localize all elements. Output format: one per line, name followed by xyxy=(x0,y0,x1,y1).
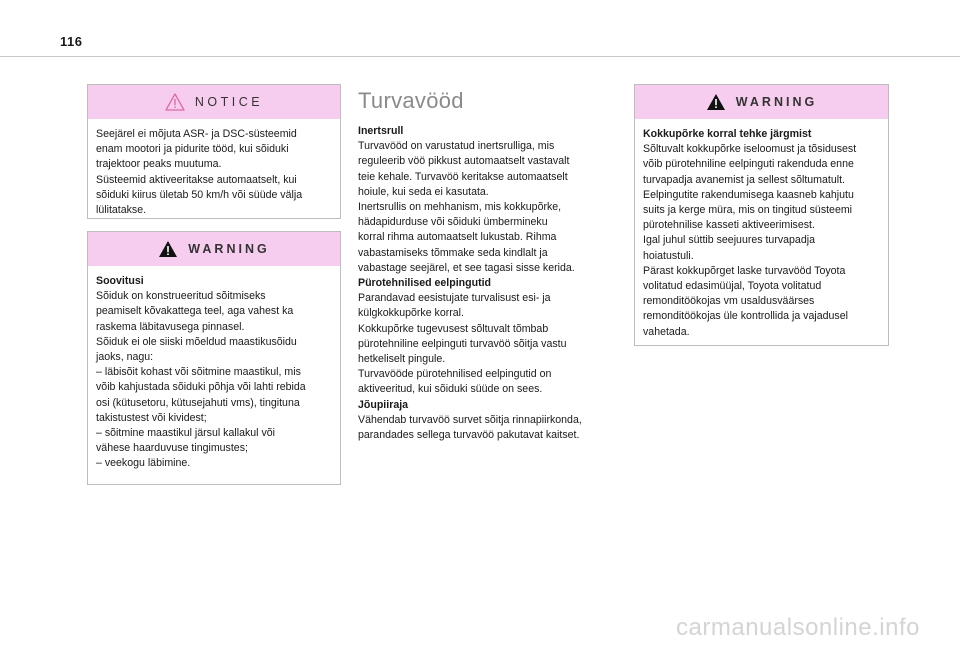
notice-triangle-icon xyxy=(165,93,185,111)
top-divider xyxy=(0,56,960,57)
notice-header xyxy=(88,85,340,119)
text-line: lülitatakse. xyxy=(96,204,147,217)
text-line: Turvavööd on varustatud inertsrulliga, mis xyxy=(358,140,555,153)
text-line: – veekogu läbimine. xyxy=(96,457,191,470)
text-line: Turvavööde pürotehnilised eelpingutid on xyxy=(358,368,552,381)
text-line: Sõiduk ei ole siiski mõeldud maastikusõidu xyxy=(96,335,297,348)
text-line: Seejärel ei mõjuta ASR- ja DSC-süsteemid xyxy=(96,128,297,140)
text-line: Süsteemid aktiveeritakse automaatselt, kui xyxy=(96,173,297,186)
text-line: raskema läbitavusega pinnasel. xyxy=(96,320,245,333)
text-line: vähese haarduvuse tingimustes; xyxy=(96,442,248,455)
warning-triangle-icon xyxy=(706,93,726,111)
warning-label: WARNING xyxy=(735,95,818,109)
text-line: jaoks, nagu: xyxy=(96,351,154,364)
text-line: pürotehniline eelpinguti turvavöö sõitja vastu xyxy=(358,337,567,350)
text-line: turvapadja avanemist ja sellest sõltumatult. xyxy=(643,173,845,186)
subheading-pretensioners: Pürotehnilised eelpingutid xyxy=(358,277,492,290)
subheading-force-limiter: Jõupiiraja xyxy=(358,398,409,411)
text-line: trajektoor peaks muutuma. xyxy=(96,158,222,171)
page-number: 116 xyxy=(60,34,83,49)
warning-label: WARNING xyxy=(188,242,270,256)
text-line: võib pürotehniline eelpinguti rakenduda enne xyxy=(643,158,854,171)
notice-text xyxy=(88,119,340,228)
text-line: hoiatustuli. xyxy=(643,249,694,262)
warning-header-left xyxy=(88,232,340,266)
text-line: hoiule, kui seda ei kasutata. xyxy=(358,185,489,198)
text-line: Pärast kokkupõrget laske turvavööd Toyota xyxy=(643,264,846,277)
warning-heading: Kokkupõrke korral tehke järgmist xyxy=(643,128,812,140)
text-line: hetkeliselt pingule. xyxy=(358,353,446,366)
text-line: aktiveeritud, kui sõiduki süüde on sees. xyxy=(358,383,543,396)
text-line: Sõltuvalt kokkupõrke iseloomust ja tõsidusest xyxy=(643,143,857,156)
text-line: Inertsrullis on mehhanism, mis kokkupõrke, xyxy=(358,201,562,214)
text-line: remonditöökojas üle kontrollida ja vajadusel xyxy=(643,310,848,323)
text-line: pürotehnilise kasseti aktiveerimisest. xyxy=(643,219,815,232)
text-line: võib kahjustada sõiduki põhja või lahti rebida xyxy=(96,381,306,394)
text-line: Igal juhul süttib seejuures turvapadja xyxy=(643,234,815,247)
text-line: volitatud edasimüüjal, Toyota volitatud xyxy=(643,280,822,293)
text-line: sõiduki kiirus ületab 50 km/h või süüde välja xyxy=(96,188,303,201)
warning-header-right xyxy=(635,85,888,119)
text-line: reguleerib vöö pikkust automaatselt vastavalt xyxy=(358,155,570,168)
notice-box xyxy=(87,84,341,219)
text-line: osi (kütusetoru, kütusejahuti vms), tingituna xyxy=(96,396,300,409)
text-line: Parandavad eesistujate turvalisust esi- ja xyxy=(358,292,551,305)
warning-box-right xyxy=(634,84,889,346)
seatbelts-body xyxy=(358,124,620,443)
text-line: külgkokkupõrke korral. xyxy=(358,307,464,320)
text-line: Eelpingutite rakendumisega kaasneb kahjutu xyxy=(643,188,854,201)
warning-box-left xyxy=(87,231,341,485)
warning-triangle-icon xyxy=(158,240,178,258)
text-line: – sõitmine maastikul järsul kallakul või xyxy=(96,427,275,440)
text-line: vabastamiseks tõmmake seda kindlalt ja xyxy=(358,246,548,259)
warning-heading: Soovitusi xyxy=(96,275,144,287)
text-line: Sõiduk on konstrueeritud sõitmiseks xyxy=(96,290,266,303)
warning-text-left xyxy=(88,266,340,482)
text-line: parandades sellega turvavöö pakutavat kaitset. xyxy=(358,429,580,442)
text-line: enam mootori ja pidurite tööd, kui sõiduki xyxy=(96,143,289,156)
text-line: vabastage seejärel, et see tagasi sisse kerida. xyxy=(358,261,575,274)
notice-label: NOTICE xyxy=(194,95,264,109)
text-line: remonditöökojas vm usaldusväärses xyxy=(643,295,815,308)
text-line: vahetada. xyxy=(643,325,690,338)
text-line: Kokkupõrke tugevusest sõltuvalt tõmbab xyxy=(358,322,549,335)
text-line: – läbisõit kohast või sõitmine maastikul, mis xyxy=(96,366,301,379)
seatbelts-section xyxy=(358,88,620,443)
text-line: takistustest või kividest; xyxy=(96,411,207,424)
watermark: carmanualsonline.info xyxy=(676,614,920,641)
text-line: peamiselt kõvakattega teel, aga vahest ka xyxy=(96,305,294,318)
text-line: Vähendab turvavöö survet sõitja rinnapiirkonda, xyxy=(358,413,582,426)
warning-text-right xyxy=(635,119,888,350)
text-line: korral rihma automaatselt lukustab. Rihma xyxy=(358,231,557,244)
subheading-inertia: Inertsrull xyxy=(358,125,404,137)
section-title: Turvavööd xyxy=(358,88,464,113)
text-line: hädapidurduse või sõiduki ümbermineku xyxy=(358,216,548,229)
text-line: suits ja kerge müra, mis on tingitud süsteemi xyxy=(643,204,853,217)
text-line: teie kehale. Turvavöö keritakse automaatselt xyxy=(358,170,568,183)
